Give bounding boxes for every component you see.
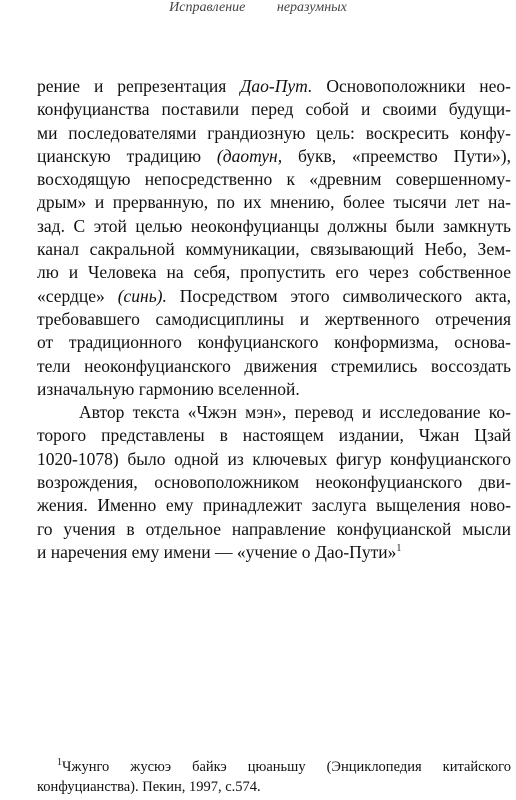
text-line: и наречения ему имени — «учение о Дао-Пути»$^1$ [37,541,402,562]
text-line: восходящую непосредственно к «древним совершенному- [37,169,511,190]
footnote-line: конфуцианства). Пекин, 1997, с.574. [37,779,261,795]
text-line: зад. С этой целью неоконфуцианцы должны были замкнуть [37,215,511,236]
text-line: 1020-1078) было одной из ключевых фигур конфуцианского [37,448,511,469]
text-line: жения. Именно ему принадлежит заслуга выщеления ново- [37,495,511,516]
text-line: изначальную гармонию вселенной. [37,378,300,399]
text-line: тели неоконфуцианского движения стремились воссоздать [37,355,511,376]
footnote-line: $^1$Чжунго жусюэ байкэ цюаньшу (Энциклопедия китайского [57,757,511,775]
text-line: требовавшего самодисциплины и жертвенного отречения [37,308,511,329]
paragraph-start-line: Автор текста «Чжэн мэн», перевод и исследование ко- [79,402,511,423]
text-line: го учения в отдельное направление конфуцианской мысли [37,518,511,539]
text-line: ми последователями грандиозную цель: воскресить конфу- [37,122,511,143]
text-line: лю и Человека на себя, пропустить его через собственное [37,262,511,283]
header-right-word: неразумных [276,0,347,15]
text-line: рение и репрезентация Дао-Пут. Основоположники нео- [37,76,511,96]
text-line: цианскую традицию (даотун, букв, «преемство Пути»), [37,145,511,166]
footnote [37,757,511,797]
text-line: торого представлены в настоящем издании, Чжан Цзай [37,425,511,446]
header-left-word: Исправление [169,0,246,15]
text-line: канал сакральной коммуникации, связывающий Небо, Зем- [37,239,511,260]
running-header [0,0,516,16]
text-line: возрождения, основоположником неоконфуцианского дви- [37,472,511,493]
text-line: дрым» и прерванную, по их мнению, более тысячи лет на- [37,192,511,213]
text-line: от традиционного конфуцианского конформизма, основа- [37,332,511,353]
text-line: конфуцианства поставили перед собой и своими будущи- [37,99,511,120]
body-text [37,75,511,564]
footnote-reference: 1 [396,543,402,555]
text-line: «сердце» (синь). Посредством этого символического акта, [37,285,511,306]
footnote-marker: 1 [57,757,62,769]
